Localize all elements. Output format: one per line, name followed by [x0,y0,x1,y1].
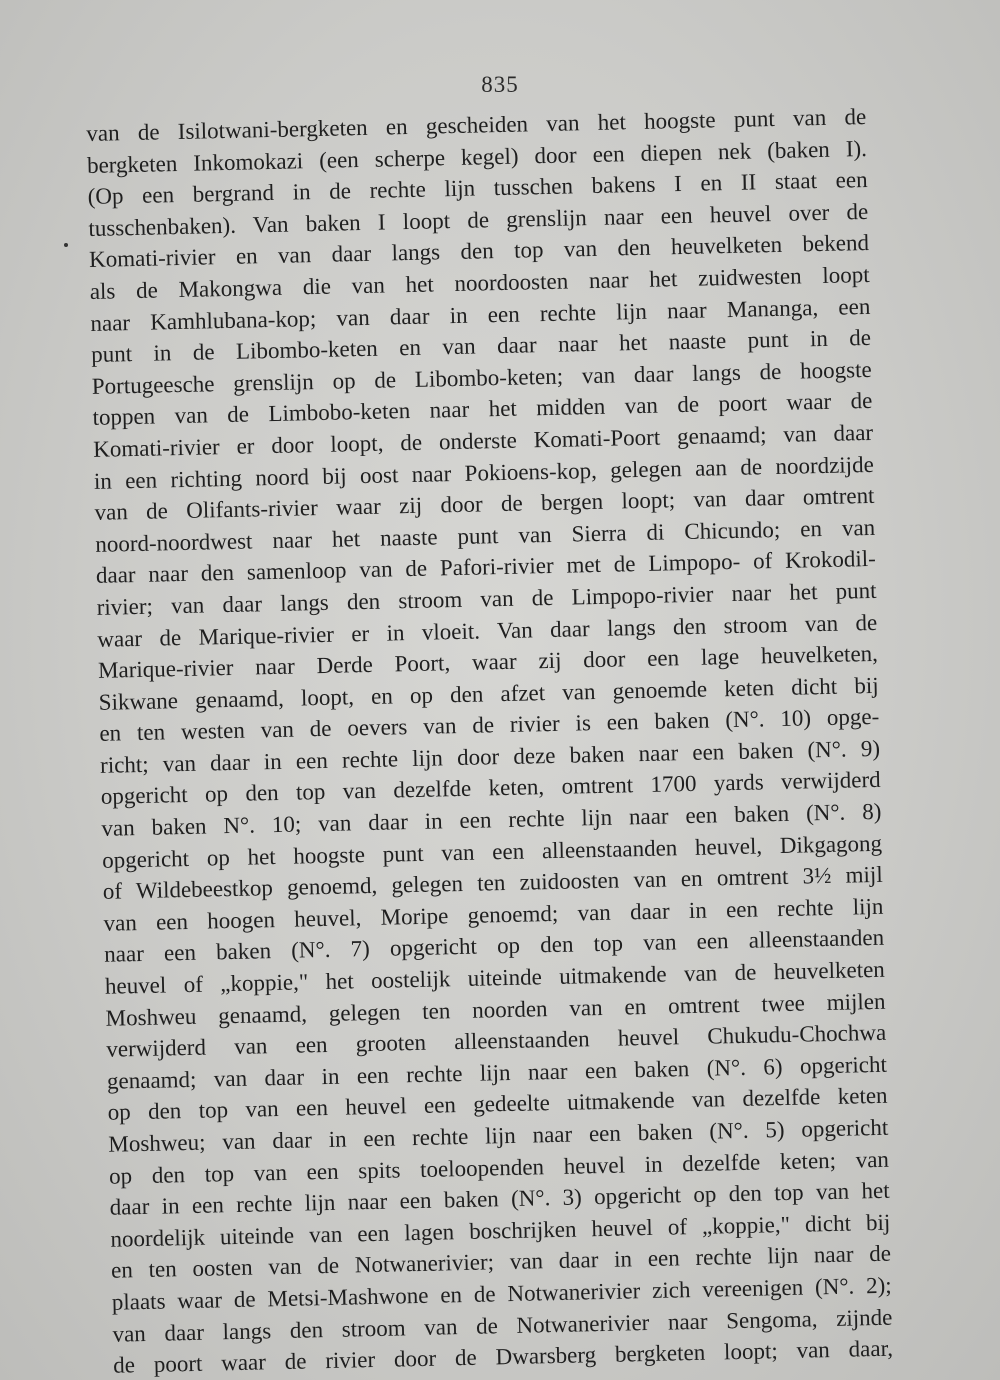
text-line: genaamd; van daar in een rechte lijn naar een baken (N°. 6) opgericht [106,1051,888,1094]
margin-mark [64,243,68,247]
text-line: tusschenbaken). Van baken I loopt de grenslijn naar een heuvel over de [88,198,869,241]
page-number: 835 [481,72,519,97]
text-line: plaats waar de Metsi-Mashwone en de Notwanerivier zich vereenigen (N°. 2); [111,1272,892,1315]
text-line: noordelijk uiteinde van een lagen boschrijken heuvel of „koppie," dicht bij [110,1209,891,1252]
body-text [86,101,893,1380]
text-line: van de Isilotwani-bergketen en gescheiden van het hoogste punt van de [86,103,867,146]
text-line: Portugeesche grenslijn op de Libombo-keten; van daar langs de hoogste [91,356,872,399]
text-line: daar in een rechte lijn naar een baken (N°. 3) opgericht op den top van het [109,1177,890,1220]
text-line: toppen van de Limbobo-keten naar het midden van de poort waar de [92,388,873,431]
text-line: van een hoogen heuvel, Moripe genoemd; van daar in een rechte lijn [103,893,884,936]
text-line: naar Kamhlubana-kop; van daar in een rechte lijn naar Mananga, een [90,293,871,336]
text-line: Komati-rivier er door loopt, de onderste Komati-Poort genaamd; van daar [92,419,874,462]
text-line: op den top van een spits toeloopenden heuvel in dezelfde keten; van [108,1146,890,1189]
text-line: bergketen Inkomokazi (een scherpe kegel) door een diepen nek (baken I). [86,135,868,178]
text-line: daar naar den samenloop van de Pafori-rivier met de Limpopo- of Krokodil- [95,546,877,589]
text-line: Marique-rivier naar Derde Poort, waar zij door een lage heuvelketen, [97,640,879,683]
text-line: van baken N°. 10; van daar in een rechte lijn naar een baken (N°. 8) [101,798,882,841]
text-line: (Op een bergrand in de rechte lijn tusschen bakens I en II staat een [87,167,868,210]
text-line: rivier; van daar langs den stroom van de Limpopo-rivier naar het punt [96,577,877,620]
text-line: verwijderd van een grooten alleenstaanden heuvel Chukudu-Chochwa [106,1019,887,1062]
text-line: noord-noordwest naar het naaste punt van Sierra di Chicundo; en van [95,514,876,557]
text-line: Moshweu; van daar in een rechte lijn naar een baken (N°. 5) opgericht [108,1114,889,1157]
text-line: de poort waar de rivier door de Dwarsberg bergketen loopt; van daar, [112,1335,894,1378]
text-line: opgericht op het hoogste punt van een alleenstaanden heuvel, Dikgagong [101,830,883,873]
text-line: en ten oosten van de Notwanerivier; van daar in een rechte lijn naar de [110,1241,892,1284]
text-line: heuvel of „koppie," het oostelijk uiteinde uitmakende van de heuvelketen [104,956,886,999]
text-line: Moshweu genaamd, gelegen ten noorden van en omtrent twee mijlen [105,988,886,1031]
text-line: van daar langs den stroom van de Notwanerivier naar Sengoma, zijnde [112,1304,893,1347]
text-line: richt; van daar in een rechte lijn door deze baken naar een baken (N°. 9) [99,735,881,778]
text-line: punt in de Libombo-keten en van daar naar het naaste punt in de [90,325,872,368]
text-line: op den top van een heuvel een gedeelte uitmakende van dezelfde keten [107,1083,888,1126]
text-line: en ten westen van de oevers van de rivier is een baken (N°. 10) opge- [99,704,880,747]
text-line: in een richting noord bij oost naar Pokioens-kop, gelegen aan de noordzijde [93,451,875,494]
text-line: of Wildebeestkop genoemd, gelegen ten zuidoosten van en omtrent 3½ mijl [102,862,883,905]
text-line: opgericht op den top van dezelfde keten, omtrent 1700 yards verwijderd [100,767,881,810]
text-line: naar een baken (N°. 7) opgericht op den top van een alleenstaanden [103,925,885,968]
text-line: van de Olifants-rivier waar zij door de bergen loopt; van daar omtrent [94,483,875,526]
text-line: waar de Marique-rivier er in vloeit. Van daar langs den stroom van de [97,609,878,652]
text-line: als de Makongwa die van het noordoosten naar het zuidwesten loopt [89,261,870,304]
text-line: Sikwane genaamd, loopt, en op den afzet van genoemde keten dicht bij [98,672,879,715]
text-line: Komati-rivier en van daar langs den top van den heuvelketen bekend [88,230,870,273]
